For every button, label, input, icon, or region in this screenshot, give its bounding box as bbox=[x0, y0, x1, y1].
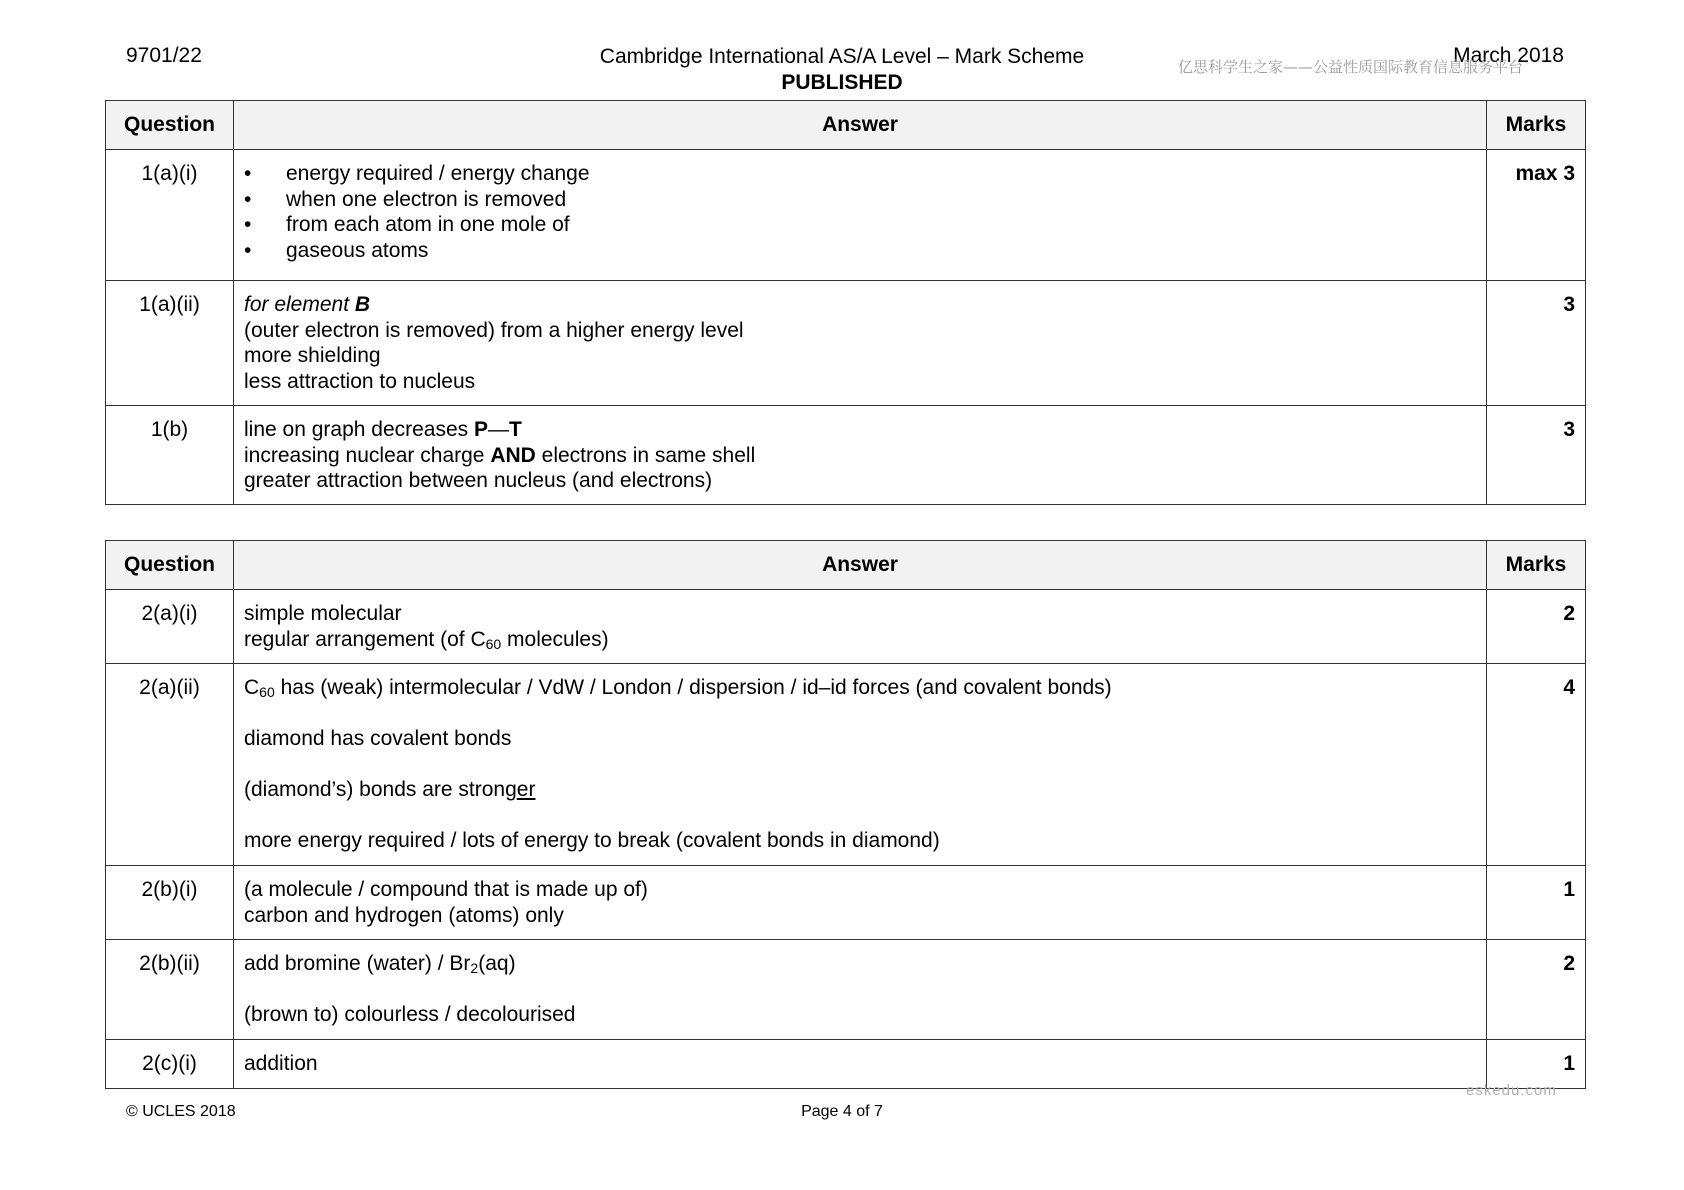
exam-date: March 2018 bbox=[1453, 44, 1564, 67]
answer-line: diamond has covalent bonds bbox=[244, 727, 512, 750]
answer-cell bbox=[234, 664, 1487, 866]
document-title: Cambridge International AS/A Level – Mark Scheme bbox=[599, 45, 1085, 68]
bullet-item: • gaseous atoms bbox=[244, 238, 429, 262]
table-row bbox=[106, 281, 1586, 406]
answer-line: increasing nuclear charge AND electrons in same shell bbox=[244, 443, 756, 467]
paper-code: 9701/22 bbox=[126, 44, 202, 67]
answer-cell bbox=[234, 150, 1487, 281]
question-number: 2(a)(i) bbox=[106, 590, 234, 664]
question-number: 2(a)(ii) bbox=[106, 664, 234, 866]
marks-value: 1 bbox=[1487, 1040, 1586, 1089]
answer-cell bbox=[234, 590, 1487, 664]
table-row bbox=[106, 664, 1586, 866]
answer-line: greater attraction between nucleus (and electrons) bbox=[244, 469, 713, 492]
question-header: Question bbox=[106, 101, 234, 150]
question-header: Question bbox=[106, 541, 234, 590]
question-number: 1(b) bbox=[106, 406, 234, 505]
table-row bbox=[106, 590, 1586, 664]
marks-value: 2 bbox=[1487, 590, 1586, 664]
table-header-row bbox=[106, 101, 1586, 150]
answer-cell bbox=[234, 1040, 1487, 1089]
question-number: 2(b)(ii) bbox=[106, 940, 234, 1040]
marks-value: 3 bbox=[1487, 281, 1586, 406]
table-row bbox=[106, 940, 1586, 1040]
table-row bbox=[106, 1040, 1586, 1089]
answer-line: (brown to) colourless / decolourised bbox=[244, 1003, 576, 1026]
page-number: Page 4 of 7 bbox=[801, 1103, 883, 1120]
answer-line: more shielding bbox=[244, 344, 381, 367]
answer-line: simple molecular bbox=[244, 602, 402, 625]
marks-value: 4 bbox=[1487, 664, 1586, 866]
bullet-item: • when one electron is removed bbox=[244, 187, 567, 211]
answer-line: add bromine (water) / $Br_2(aq)$ bbox=[244, 952, 516, 976]
answer-line: (outer electron is removed) from a higher energy level bbox=[244, 318, 744, 342]
answer-line: carbon and hydrogen (atoms) only bbox=[244, 903, 564, 927]
question-number: 1(a)(ii) bbox=[106, 281, 234, 406]
table-header-row bbox=[106, 541, 1586, 590]
answer-header: Answer bbox=[234, 101, 1487, 150]
answer-cell bbox=[234, 406, 1487, 505]
watermark-bottom: eskedu.com bbox=[1466, 1082, 1557, 1099]
answer-line: less attraction to nucleus bbox=[244, 369, 476, 393]
watermark-top: 亿思科学生之家——公益性质国际教育信息服务平台 bbox=[1178, 58, 1524, 76]
question-number: 1(a)(i) bbox=[106, 150, 234, 281]
bullet-icon: • bbox=[244, 238, 252, 262]
answer-line: for element B bbox=[244, 293, 371, 316]
answer-line: addition bbox=[244, 1052, 318, 1075]
published-label: PUBLISHED bbox=[781, 71, 903, 94]
copyright-notice: © UCLES 2018 bbox=[126, 1103, 236, 1120]
mark-scheme-table-2 bbox=[105, 540, 1586, 1089]
answer-line: (a molecule / compound that is made up of) bbox=[244, 878, 648, 901]
answer-line: $C_{60}$ has (weak) intermolecular / VdW / London / dispersion / id–id forces (and covalent bonds) bbox=[244, 676, 1112, 700]
marks-value: 3 bbox=[1487, 406, 1586, 505]
answer-cell bbox=[234, 866, 1487, 940]
table-row bbox=[106, 150, 1586, 281]
mark-scheme-table-1 bbox=[105, 100, 1586, 505]
table-row bbox=[106, 866, 1586, 940]
answer-line: more energy required / lots of energy to break (covalent bonds in diamond) bbox=[244, 829, 940, 852]
bullet-icon: • bbox=[244, 187, 252, 211]
answer-cell bbox=[234, 940, 1487, 1040]
table-row bbox=[106, 406, 1586, 505]
question-number: 2(c)(i) bbox=[106, 1040, 234, 1089]
answer-line: line on graph decreases P—T bbox=[244, 418, 522, 441]
answer-line: regular arrangement (of $C_{60}$ molecules) bbox=[244, 627, 609, 652]
marks-header: Marks bbox=[1487, 101, 1586, 150]
marks-header: Marks bbox=[1487, 541, 1586, 590]
answer-line: (diamond’s) bonds are stronger bbox=[244, 778, 536, 801]
bullet-item: • from each atom in one mole of bbox=[244, 213, 570, 236]
answer-header: Answer bbox=[234, 541, 1487, 590]
question-number: 2(b)(i) bbox=[106, 866, 234, 940]
bullet-icon: • bbox=[244, 162, 252, 185]
answer-cell bbox=[234, 281, 1487, 406]
marks-value: 1 bbox=[1487, 866, 1586, 940]
bullet-icon: • bbox=[244, 213, 252, 236]
bullet-item: • energy required / energy change bbox=[244, 162, 590, 185]
marks-value: max 3 bbox=[1487, 150, 1586, 281]
marks-value: 2 bbox=[1487, 940, 1586, 1040]
